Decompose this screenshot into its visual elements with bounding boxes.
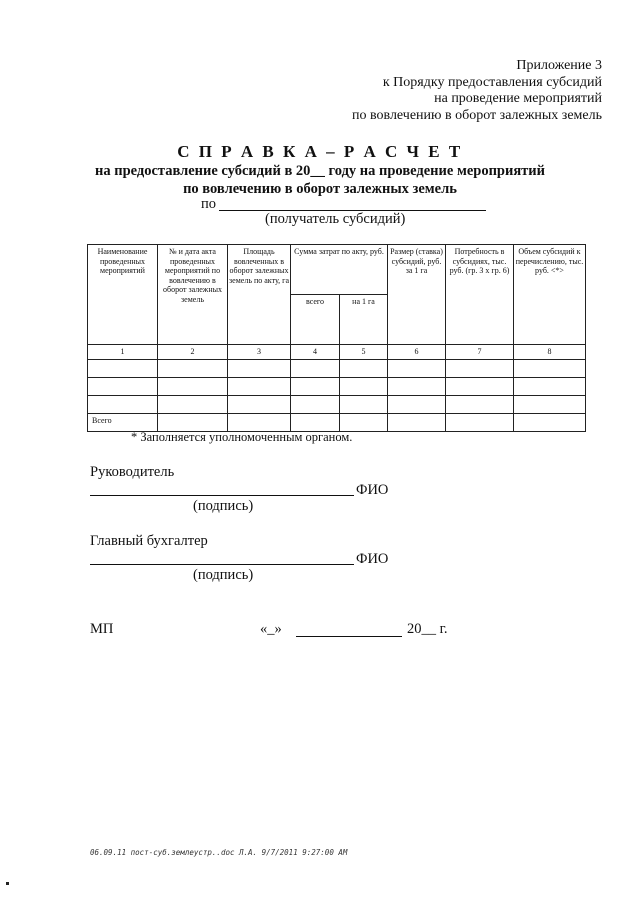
date-year: 20__ г. xyxy=(407,621,448,637)
accountant-fio: ФИО xyxy=(356,551,389,567)
document-subtitle-line-1: на предоставление субсидий в 20__ году на проведение мероприятий xyxy=(94,163,546,179)
po-label: по xyxy=(201,196,217,212)
table-cell[interactable] xyxy=(228,359,291,377)
table-cell[interactable] xyxy=(340,395,388,413)
table-cell[interactable] xyxy=(228,395,291,413)
appendix-line-3: на проведение мероприятий xyxy=(434,91,602,106)
header-col1: Наименование проведенных мероприятий xyxy=(88,245,158,345)
col-number: 8 xyxy=(514,345,586,360)
table-cell[interactable] xyxy=(291,377,340,395)
table-cell[interactable] xyxy=(158,377,228,395)
appendix-block xyxy=(352,58,602,124)
header-col6: Размер (ставка) субсидий, руб. за 1 га xyxy=(388,245,446,345)
header-col2: № и дата акта проведенных мероприятий по вовлечению в оборот залежных земель xyxy=(158,245,228,345)
footnote: * Заполняется уполномоченным органом. xyxy=(131,430,353,444)
table-cell[interactable] xyxy=(388,413,446,431)
table-cell[interactable] xyxy=(388,395,446,413)
header-col8: Объем субсидий к перечислению, тыс. руб. <*> xyxy=(514,245,586,345)
table-cell[interactable] xyxy=(88,359,158,377)
header-col4: всего xyxy=(291,295,340,345)
table-cell[interactable] xyxy=(514,359,586,377)
head-signature-line[interactable] xyxy=(90,495,354,496)
head-signature-caption: (подпись) xyxy=(193,498,254,514)
accountant-label: Главный бухгалтер xyxy=(90,533,208,549)
table-cell[interactable] xyxy=(88,395,158,413)
appendix-line-4: по вовлечению в оборот залежных земель xyxy=(352,107,602,123)
table-cell[interactable] xyxy=(158,359,228,377)
document-subtitle-line-2: по вовлечению в оборот залежных земель xyxy=(183,181,457,197)
date-day: «_» xyxy=(260,621,282,637)
table-cell[interactable] xyxy=(388,377,446,395)
col-number: 1 xyxy=(88,345,158,360)
table-cell[interactable] xyxy=(228,377,291,395)
document-title: С П Р А В К А – Р А С Ч Е Т xyxy=(177,142,463,161)
table-row xyxy=(88,377,586,395)
table-cell[interactable] xyxy=(446,377,514,395)
table-cell[interactable] xyxy=(514,377,586,395)
calculation-table xyxy=(87,244,586,432)
table-row xyxy=(88,359,586,377)
table-total-row xyxy=(88,413,586,431)
table-cell[interactable] xyxy=(228,413,291,431)
table-row xyxy=(88,395,586,413)
table-cell[interactable] xyxy=(291,413,340,431)
scan-mark xyxy=(6,882,9,885)
recipient-caption: (получатель субсидий) xyxy=(265,211,406,227)
appendix-line-2: к Порядку предоставления субсидий xyxy=(382,74,602,90)
date-month-line[interactable] xyxy=(296,636,402,637)
table-cell[interactable] xyxy=(514,395,586,413)
table-cell[interactable] xyxy=(291,359,340,377)
table-cell[interactable] xyxy=(446,359,514,377)
total-label: Всего xyxy=(88,413,158,431)
table-cell[interactable] xyxy=(446,395,514,413)
col-number: 4 xyxy=(291,345,340,360)
accountant-signature-caption: (подпись) xyxy=(193,567,254,583)
header-col5: на 1 га xyxy=(340,295,388,345)
accountant-signature-line[interactable] xyxy=(90,564,354,565)
table-cell[interactable] xyxy=(291,395,340,413)
col-number: 3 xyxy=(228,345,291,360)
table-cell[interactable] xyxy=(514,413,586,431)
table-cell[interactable] xyxy=(88,377,158,395)
table-cell[interactable] xyxy=(340,377,388,395)
table-cell[interactable] xyxy=(446,413,514,431)
header-col3: Площадь вовлеченных в оборот залежных земель по акту, га xyxy=(228,245,291,345)
file-footer: 06.09.11 пост-суб.землеустр..doc Л.А. 9/7/2011 9:27:00 AM xyxy=(90,848,348,857)
appendix-line-1: Приложение 3 xyxy=(516,58,602,73)
header-col45: Сумма затрат по акту, руб. xyxy=(291,245,388,295)
head-fio: ФИО xyxy=(356,482,389,498)
col-number: 7 xyxy=(446,345,514,360)
table-cell[interactable] xyxy=(158,413,228,431)
table-number-row xyxy=(88,345,586,360)
header-col7: Потребность в субсидиях, тыс. руб. (гр. 3 х гр. 6) xyxy=(446,245,514,345)
table-cell[interactable] xyxy=(158,395,228,413)
head-label: Руководитель xyxy=(90,464,175,480)
table-cell[interactable] xyxy=(340,359,388,377)
table-cell[interactable] xyxy=(340,413,388,431)
col-number: 6 xyxy=(388,345,446,360)
table-header-row xyxy=(88,245,586,295)
seal-label: МП xyxy=(90,621,114,637)
col-number: 2 xyxy=(158,345,228,360)
table-cell[interactable] xyxy=(388,359,446,377)
col-number: 5 xyxy=(340,345,388,360)
